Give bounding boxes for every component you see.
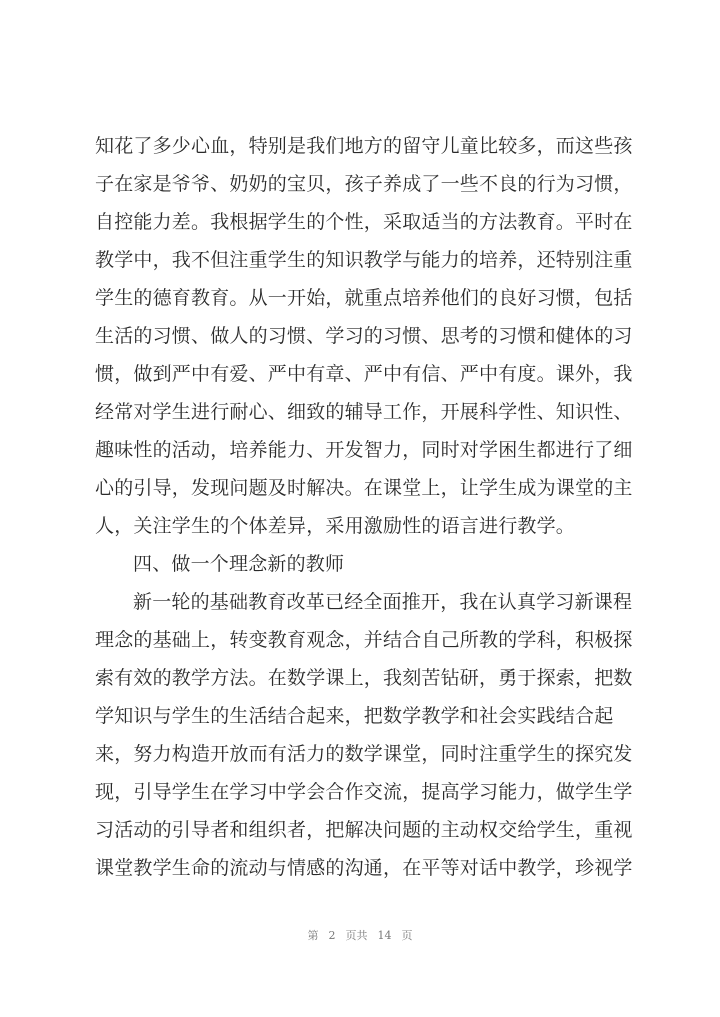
page-label-mid: 页共 — [345, 929, 368, 942]
text-line: 生活的习惯、做人的习惯、学习的习惯、思考的习惯和健体的习 — [95, 325, 633, 347]
page-label-suffix: 页 — [401, 929, 413, 942]
section-heading: 四、做一个理念新的教师 — [133, 553, 345, 575]
text-line: 新一轮的基础教育改革已经全面推开，我在认真学习新课程 — [133, 591, 633, 613]
text-line: 现，引导学生在学习中学会合作交流，提高学习能力，做学生学 — [95, 781, 633, 803]
text-line: 自控能力差。我根据学生的个性，采取适当的方法教育。平时在 — [95, 211, 633, 233]
text-line: 惯，做到严中有爱、严中有章、严中有信、严中有度。课外，我 — [95, 363, 633, 385]
text-line: 学知识与学生的生活结合起来，把数学教学和社会实践结合起 — [95, 705, 614, 727]
total-pages-number: 14 — [377, 929, 392, 942]
text-line: 来，努力构造开放而有活力的数学课堂，同时注重学生的探究发 — [95, 743, 633, 765]
text-line: 子在家是爷爷、奶奶的宝贝，孩子养成了一些不良的行为习惯， — [95, 173, 633, 195]
text-line: 索有效的教学方法。在数学课上，我刻苦钻研，勇于探索，把数 — [95, 667, 633, 689]
text-line: 学生的德育教育。从一开始，就重点培养他们的良好习惯，包括 — [95, 287, 633, 309]
text-line: 人，关注学生的个体差异，采用激励性的语言进行教学。 — [95, 515, 576, 537]
text-line: 教学中，我不但注重学生的知识教学与能力的培养，还特别注重 — [95, 249, 633, 271]
text-line: 趣味性的活动，培养能力、开发智力，同时对学困生都进行了细 — [95, 439, 633, 461]
text-line: 经常对学生进行耐心、细致的辅导工作，开展科学性、知识性、 — [95, 401, 633, 423]
text-line: 习活动的引导者和组织者，把解决问题的主动权交给学生，重视 — [95, 819, 633, 841]
page-label-prefix: 第 — [307, 929, 319, 942]
page-footer — [0, 927, 720, 943]
text-line: 心的引导，发现问题及时解决。在课堂上，让学生成为课堂的主 — [95, 477, 633, 499]
text-line: 课堂教学生命的流动与情感的沟通，在平等对话中教学，珍视学 — [95, 857, 633, 879]
text-line: 理念的基础上，转变教育观念，并结合自己所教的学科，积极探 — [95, 629, 633, 651]
current-page-number: 2 — [328, 929, 336, 942]
text-line: 知花了多少心血，特别是我们地方的留守儿童比较多，而这些孩 — [95, 135, 633, 157]
body-text — [95, 127, 640, 887]
